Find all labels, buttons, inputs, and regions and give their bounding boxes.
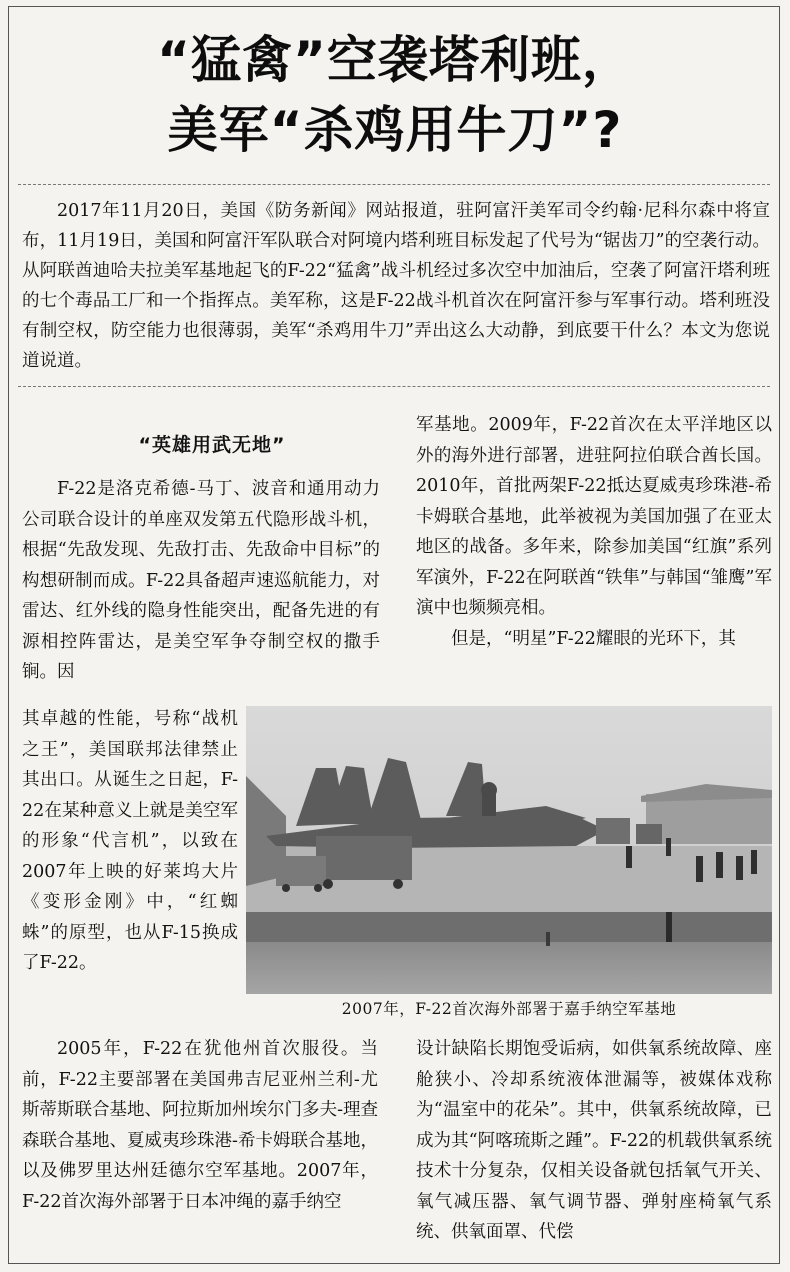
left-paragraph-2: 2005年，F-22在犹他州首次服役。当前，F-22主要部署在美国弗吉尼亚州兰利-尤斯蒂斯联合基地、阿拉斯加州埃尔门多夫-理查森联合基地、夏威夷珍珠港-希卡姆联合基地，以及佛罗里达州廷德尔空军基地。2007年，F-22首次海外部署于日本冲绳的嘉手纳空 [22, 1039, 378, 1212]
right-paragraph-2: 但是，“明星”F-22耀眼的光环下，其 [451, 628, 736, 649]
intro-text: 2017年11月20日，美国《防务新闻》网站报道，驻阿富汗美军司令约翰·尼科尔森中将宣布，11月19日，美国和阿富汗军队联合对阿境内塔利班目标发起了代号为“锯齿刀”的空袭行动。从阿联酋迪哈夫拉美军基地起飞的F-22“猛禽”战斗机经过多次空中加油后，空袭了阿富汗塔利班的七个毒品工厂和一个指挥点。美军称，这是F-22战斗机首次在阿富汗参与军事行动。塔利班没有制空权，防空能力也很薄弱，美军“杀鸡用牛刀”弄出这么大动静，到底要干什么？本文为您说道说道。 [22, 201, 770, 371]
left-column-bottom [22, 1034, 378, 1217]
photo-illustration [246, 706, 772, 994]
section-title: “英雄用武无地” [138, 434, 286, 456]
right-paragraph-1: 军基地。2009年，F-22首次在太平洋地区以外的海外进行部署，进驻阿拉伯联合酋长国。2010年，首批两架F-22抵达夏威夷珍珠港-希卡姆联合基地，此举被视为美国加强了在亚太地区的战备。多年来，除参加美国“红旗”系列军演外，F-22在阿联酋“铁隼”与韩国“雏鹰”军演中也频频亮相。 [416, 415, 772, 618]
left-paragraph-1: F-22是洛克希德-马丁、波音和通用动力公司联合设计的单座双发第五代隐形战斗机，根据“先敌发现、先敌打击、先敌命中目标”的构想研制而成。F-22具备超声速巡航能力，对雷达、红外线的隐身性能突出，配备先进的有源相控阵雷达，是美空军争夺制空权的撒手锏。因 [22, 479, 380, 682]
divider-top [18, 184, 770, 185]
headline-line-1: “猛禽”空袭塔利班， [157, 31, 633, 89]
left-paragraph-1-continued: 其卓越的性能，号称“战机之王”，美国联邦法律禁止其出口。从诞生之日起，F-22在某种意义上就是美空军的形象“代言机”，以致在2007年上映的好莱坞大片《变形金刚》中，“红蜘蛛”的原型，也从F-15换成了F-22。 [22, 709, 238, 973]
photo-caption: 2007年，F-22首次海外部署于嘉手纳空军基地 [341, 1000, 677, 1018]
left-column-top [22, 474, 380, 688]
f22-airbase-photo [246, 706, 772, 994]
right-paragraph-3: 设计缺陷长期饱受诟病，如供氧系统故障、座舱狭小、冷却系统液体泄漏等，被媒体戏称为“温室中的花朵”。其中，供氧系统故障，已成为其“阿喀琉斯之踵”。F-22的机载供氧系统技术十分复杂，仅相关设备就包括氧气开关、氧气减压器、氧气调节器、弹射座椅氧气系统、供氧面罩、代偿 [416, 1039, 772, 1242]
left-column-narrow [22, 704, 238, 979]
headline-line-2: 美军“杀鸡用牛刀”? [167, 101, 623, 159]
intro-paragraph [22, 196, 770, 376]
right-column-bottom [416, 1034, 772, 1248]
divider-bottom [18, 386, 770, 387]
right-column-top [416, 410, 772, 654]
